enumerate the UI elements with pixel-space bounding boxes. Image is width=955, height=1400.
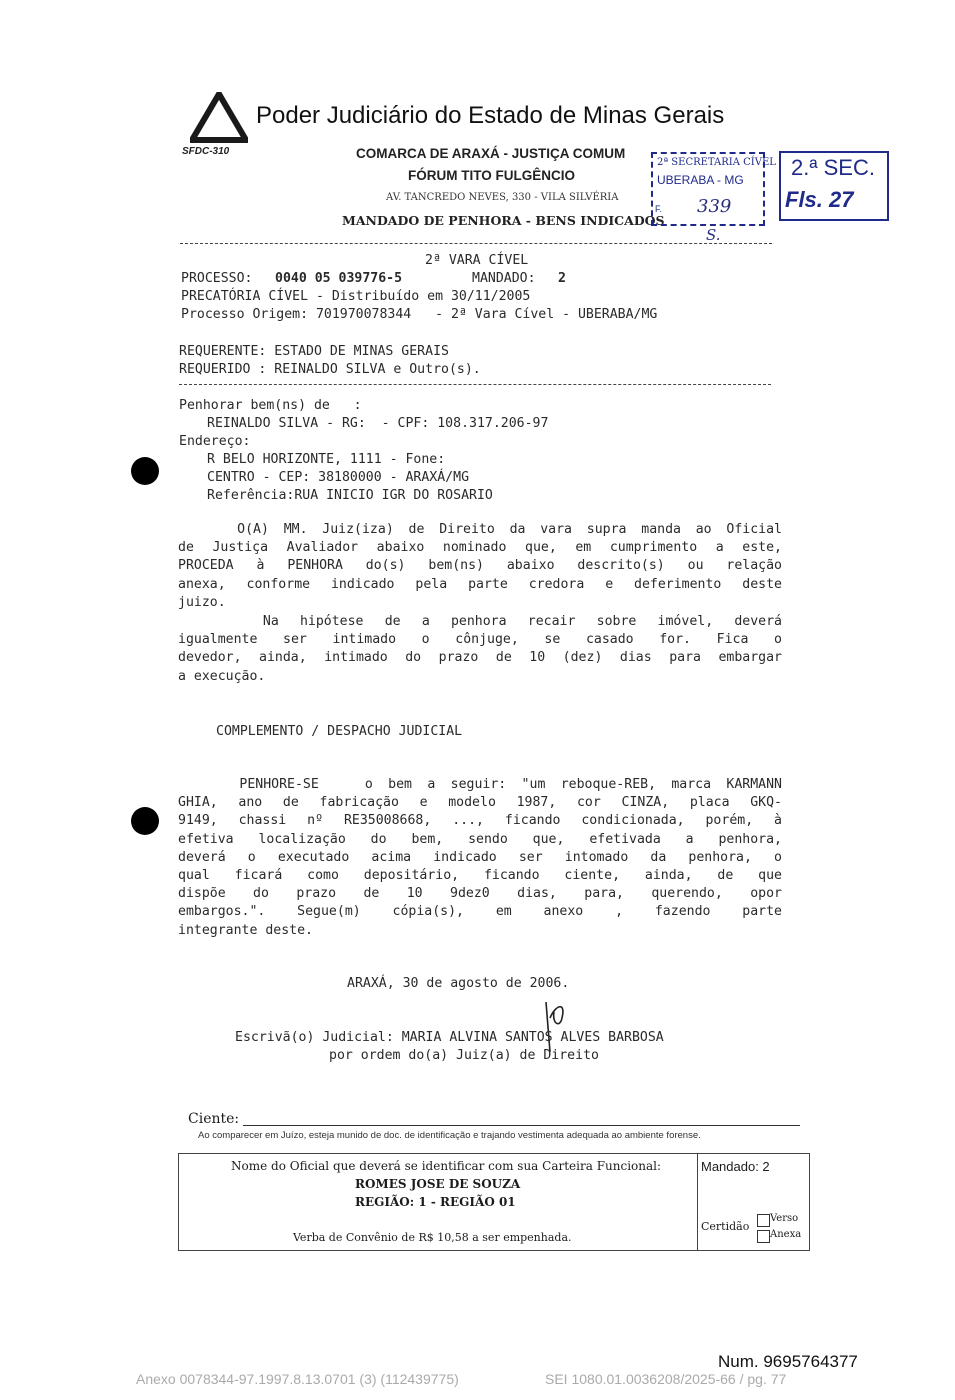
document-number: Num. 9695764377	[718, 1352, 858, 1371]
sei-reference: SEI 1080.01.0036208/2025-66 / pg. 77	[545, 1371, 787, 1387]
precatoria-line: PRECATÓRIA CÍVEL - Distribuído em 30/11/2005	[181, 289, 531, 304]
vara-label: 2ª VARA CÍVEL	[425, 253, 529, 268]
forum-label: FÓRUM TITO FULGÊNCIO	[408, 168, 575, 183]
attire-notice: Ao comparecer em Juízo, esteja munido de doc. de identificação e trajando vestimenta adequada ao ambiente forense.	[198, 1130, 701, 1141]
debtor-line: REINALDO SILVA - RG: - CPF: 108.317.206-97	[207, 416, 549, 431]
divider	[179, 384, 771, 385]
forum-address: AV. TANCREDO NEVES, 330 - VILA SILVÉRIA	[386, 192, 619, 203]
oficial-regiao: REGIÃO: 1 - REGIÃO 01	[355, 1195, 516, 1209]
place-date: ARAXÁ, 30 de agosto de 2006.	[347, 976, 570, 991]
address-label: Endereço:	[179, 434, 251, 449]
address-street: R BELO HORIZONTE, 1111 - Fone:	[207, 452, 446, 467]
judiciary-logo-icon	[190, 92, 248, 144]
oficial-label: Nome do Oficial que deverá se identificar com sua Carteira Funcional:	[231, 1159, 662, 1173]
paragraph-despacho: PENHORE-SE o bem a seguir: "um reboque-REB, marca KARMANN GHIA, ano de fabricação e modelo 1987, cor CINZA, placa GKQ- 9149, chassi nº RE35008668, ..., ficando condicionada, porém, à efetiva localização do bem, sendo que, efetivada a penhora, deverá o executado acima indicado ser intomado da penhora, o qual ficará como depositário, ficando ciente, ainda, de que dispõe do prazo de 10 9dez0 dias, para, querendo, opor embargos.". Segue(m) cópia(s), em anexo , fazendo parte integrante deste.	[178, 777, 782, 938]
oficial-box	[178, 1153, 810, 1251]
anexa-label: Anexa	[770, 1229, 802, 1240]
paragraph-conjuge: Na hipótese de a penhora recair sobre imóvel, deverá igualmente ser intimado o cônjuge, se casado for. Fica o devedor, ainda, intimado do prazo de 10 (dez) dias para embargar a execução.	[178, 614, 782, 684]
ciente-label: Ciente:	[188, 1111, 240, 1127]
ordem-line: por ordem do(a) Juiz(a) de Direito	[329, 1048, 599, 1063]
punch-hole	[131, 457, 159, 485]
institution-title: Poder Judiciário do Estado de Minas Gerais	[256, 102, 725, 129]
sec-fls-stamp: 2.ª SEC. Fls. 27	[779, 151, 889, 221]
paragraph-order: O(A) MM. Juiz(iza) de Direito da vara supra manda ao Oficial de Justiça Avaliador abaixo nominado que, em cumprimento a este, PROCEDA à PENHORA do(s) bem(ns) abaixo descrito(s) ou relação anexa, conforme indicado pela parte credora e deferimento deste juizo.	[178, 522, 782, 610]
address-reference: Referência:RUA INICIO IGR DO ROSARIO	[207, 488, 493, 503]
punch-hole	[131, 807, 159, 835]
ciente-line	[243, 1125, 800, 1126]
folio-number: 339	[697, 196, 732, 217]
verso-label: Verso	[770, 1213, 799, 1224]
comarca-label: COMARCA DE ARAXÁ - JUSTIÇA COMUM	[356, 146, 626, 161]
anexa-checkbox[interactable]	[757, 1230, 770, 1243]
secretaria-stamp: 2ª SECRETARIA CÍVEL UBERABA - MG F. 339	[651, 152, 765, 226]
document-type: MANDADO DE PENHORA - BENS INDICADOS	[342, 213, 665, 228]
address-city: CENTRO - CEP: 38180000 - ARAXÁ/MG	[207, 470, 470, 485]
annex-reference: Anexo 0078344-97.1997.8.13.0701 (3) (112439775)	[136, 1371, 459, 1387]
penhora-heading: Penhorar bem(ns) de :	[179, 398, 362, 413]
form-code: SFDC-310	[182, 146, 230, 157]
processo-origem: Processo Origem: 701970078344 - 2ª Vara Cível - UBERABA/MG	[181, 307, 658, 322]
requerido: REQUERIDO : REINALDO SILVA e Outro(s).	[179, 362, 481, 377]
oficial-name: ROMES JOSE DE SOUZA	[355, 1177, 521, 1191]
verba-note: Verba de Convênio de R$ 10,58 a ser empenhada.	[293, 1231, 572, 1244]
divider	[180, 243, 772, 244]
escriva-line: Escrivã(o) Judicial: MARIA ALVINA SANTOS ALVES BARBOSA	[235, 1030, 664, 1045]
processo-number: 0040 05 039776-5	[275, 271, 403, 286]
handwritten-mark: S.	[706, 226, 721, 244]
verso-checkbox[interactable]	[757, 1214, 770, 1227]
mandado-number: 2	[558, 271, 566, 286]
certidao-label: Certidão	[701, 1220, 750, 1233]
complemento-heading: COMPLEMENTO / DESPACHO JUDICIAL	[216, 724, 463, 739]
mandado-label: MANDADO:	[472, 271, 536, 286]
processo-label: PROCESSO:	[181, 271, 253, 286]
mandado-box-label: Mandado: 2	[701, 1159, 770, 1174]
requerente: REQUERENTE: ESTADO DE MINAS GERAIS	[179, 344, 449, 359]
